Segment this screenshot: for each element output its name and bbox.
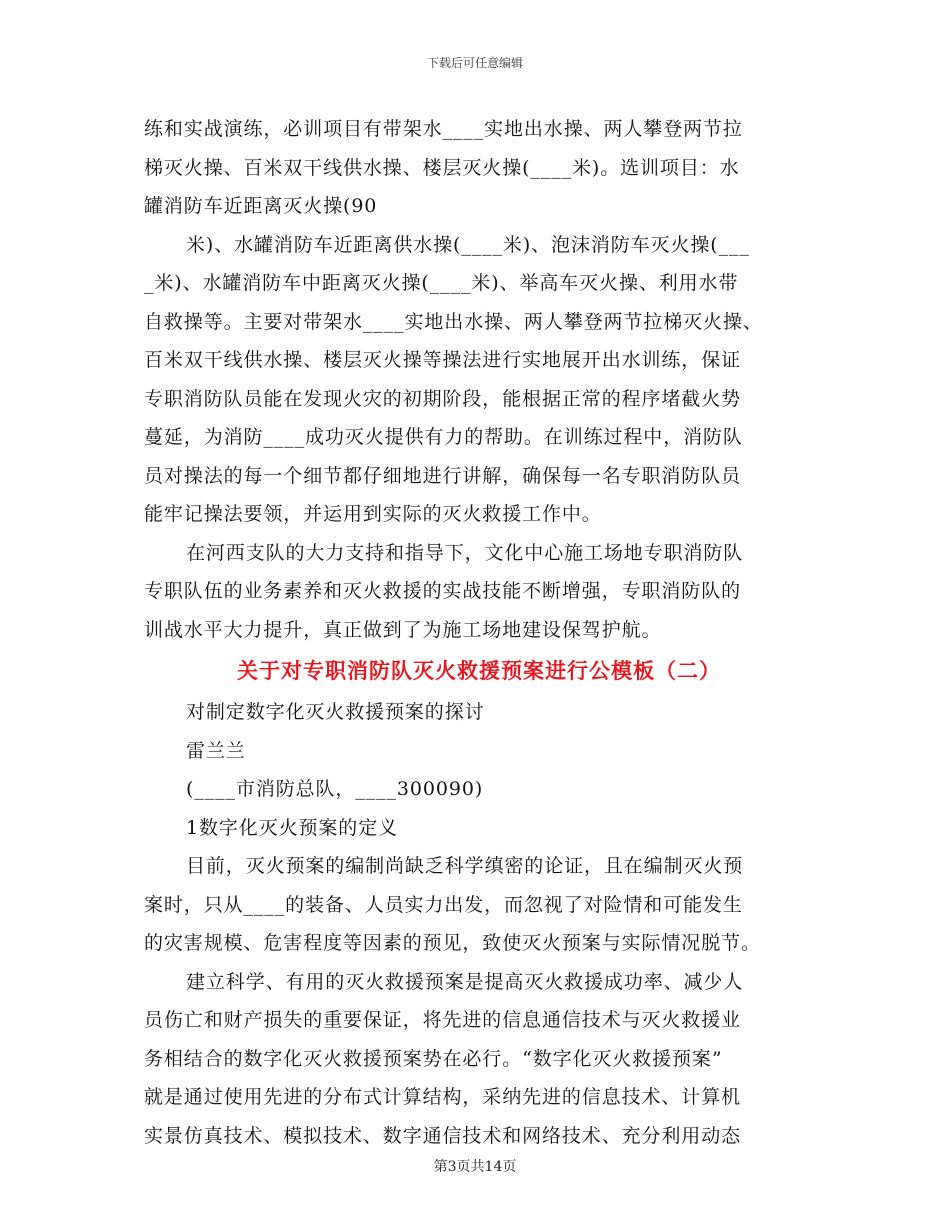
document-body [144, 110, 814, 1155]
page-footer: 第3页共14页 [433, 1159, 517, 1175]
author-affiliation: (____市消防总队，____300090) [186, 778, 484, 800]
paragraph-line: 建立科学、有用的灭火救援预案是提高灭火救援成功率、减少人 [186, 970, 744, 993]
paragraph-line: 训战水平大力提升，真正做到了为施工场地建设保驾护航。 [144, 618, 662, 641]
section-heading: 1数字化灭火预案的定义 [186, 816, 398, 839]
paragraph-line: 专职消防队员能在发现火灾的初期阶段，能根据正常的程序堵截火势 [144, 387, 742, 410]
paragraph-line: 员对操法的每一个细节都仔细地进行讲解，确保每一名专职消防队员 [144, 464, 742, 487]
paragraph-line: 自救操等。主要对带架水____实地出水操、两人攀登两节拉梯灭火操、 [144, 310, 763, 333]
paragraph-line: 专职队伍的业务素养和灭火救援的实战技能不断增强，专职消防队的 [144, 580, 742, 602]
paragraph-line: 罐消防车近距离灭火操(90 [144, 195, 378, 217]
author-name: 雷兰兰 [186, 739, 246, 762]
paragraph-line: 米)、水罐消防车近距离供水操(____米)、泡沫消防车灭火操(___ [186, 233, 750, 256]
section-title: 关于对专职消防队灭火救援预案进行公模板（二） [237, 658, 721, 683]
paragraph-line: 目前，灭火预案的编制尚缺乏科学缜密的论证，且在编制灭火预 [186, 855, 744, 877]
paragraph-line: 实景仿真技术、模拟技术、数字通信技术和网络技术、充分利用动态 [144, 1124, 742, 1147]
article-title: 对制定数字化灭火救援预案的探讨 [186, 701, 485, 723]
paragraph-line: 就是通过使用先进的分布式计算结构，采纳先进的信息技术、计算机 [144, 1086, 742, 1108]
page-header: 下载后可任意编辑 [426, 56, 523, 70]
paragraph-line: 能牢记操法要领，并运用到实际的灭火救援工作中。 [144, 503, 602, 525]
paragraph-line: _米)、水罐消防车中距离灭火操(____米)、举高车灭火操、利用水带 [144, 272, 739, 294]
paragraph-line: 蔓延，为消防____成功灭火提供有力的帮助。在训练过程中，消防队 [144, 426, 743, 448]
paragraph-line: 员伤亡和财产损失的重要保证，将先进的信息通信技术与灭火救援业 [144, 1009, 742, 1031]
paragraph-line: 百米双干线供水操、楼层灭火操等操法进行实地展开出水训练，保证 [144, 349, 742, 371]
paragraph-line: 梯灭火操、百米双干线供水操、楼层灭火操(____米)。选训项目：水 [144, 156, 740, 179]
paragraph-line: 的灾害规模、危害程度等因素的预见，致使灭火预案与实际情况脱节。 [144, 932, 761, 954]
paragraph-line: 练和实战演练，必训项目有带架水____实地出水操、两人攀登两节拉 [144, 118, 743, 140]
paragraph-line: 务相结合的数字化灭火救援预案势在必行。“数字化灭火救援预案” [144, 1047, 723, 1070]
paragraph-line: 在河西支队的大力支持和指导下，文化中心施工场地专职消防队 [186, 541, 744, 564]
paragraph-line: 案时，只从____的装备、人员实力出发，而忽视了对险情和可能发生 [144, 893, 743, 916]
